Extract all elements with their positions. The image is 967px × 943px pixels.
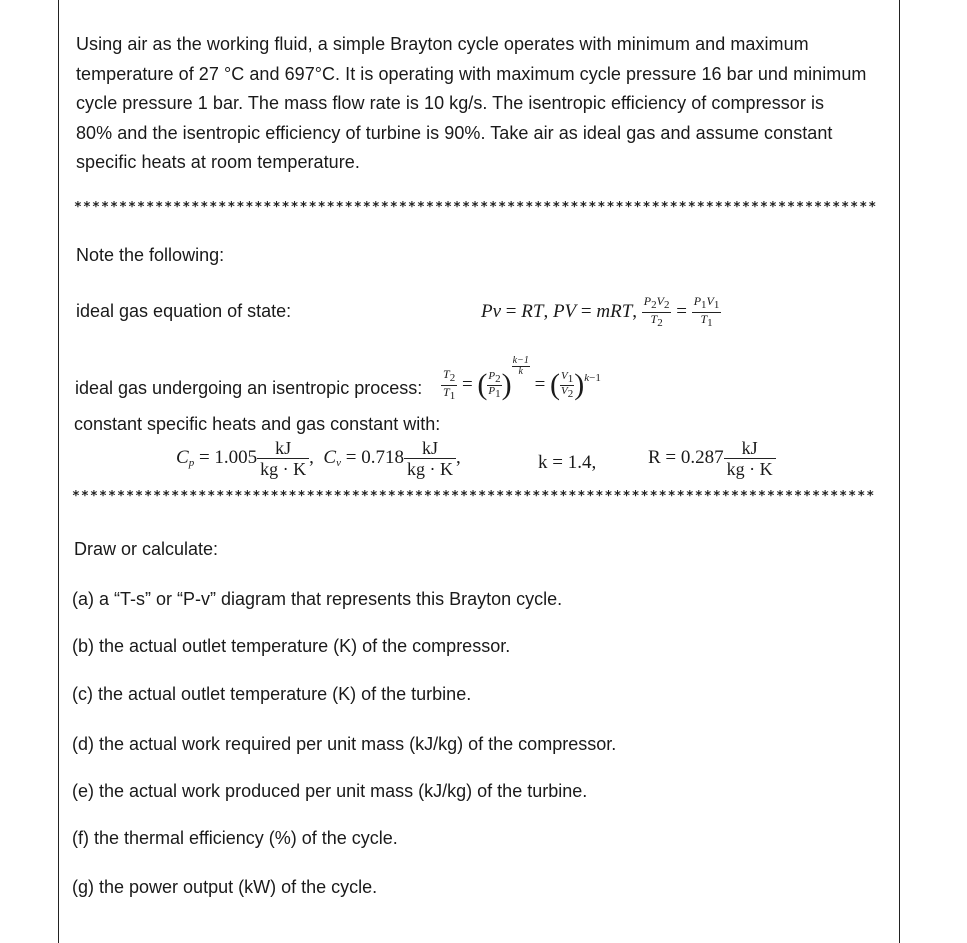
r-constant-row — [648, 438, 776, 479]
cp-constant: $C_p = 1.005$ — [176, 446, 258, 469]
task-item-f: (f) the thermal efficiency (%) of the cycle. — [72, 828, 398, 848]
task-item-c: (c) the actual outlet temperature (K) of the turbine. — [72, 684, 472, 704]
problem-line: Using air as the working fluid, a simple Brayton cycle operates with minimum and maximum — [76, 34, 809, 54]
separator-bottom: ***************************************************************************************** — [72, 489, 876, 504]
k-constant: k = 1.4, — [538, 452, 597, 473]
temp-ratio: $\frac{T2}{T1}$ — [443, 367, 456, 403]
eos-fraction-left: $\frac{P2V2}{T2}$ — [643, 294, 670, 329]
task-item-e: (e) the actual work produced per unit mass (kJ/kg) of the turbine. — [72, 781, 588, 801]
task-item-b: (b) the actual outlet temperature (K) of the compressor. — [72, 636, 511, 656]
problem-line: specific heats at room temperature. — [76, 152, 360, 172]
separator-top: ***************************************************************************************** — [74, 200, 878, 215]
problem-line: temperature of 27 °C and 697°C. It is operating with maximum cycle pressure 16 bar und minimum — [76, 63, 867, 84]
problem-line: cycle pressure 1 bar. The mass flow rate is 10 kg/s. The isentropic efficiency of compressor is — [76, 93, 825, 113]
cv-unit: $\frac{kJ}{kg \cdot K}$ — [404, 438, 456, 479]
constants-row: $C_p = 1.005$ $\frac{kJ}{kg \cdot K}$ , $C_v = 0.718$ $\frac{kJ}{kg \cdot K}$ , — [176, 438, 461, 479]
r-unit: $\frac{kJ}{kg \cdot K}$ — [724, 438, 776, 479]
task-item-a: (a) a “T-s” or “P-v” diagram that represents this Brayton cycle. — [72, 589, 563, 609]
problem-line: 80% and the isentropic efficiency of turbine is 90%. Take air as ideal gas and assume constant — [76, 122, 833, 143]
eos-fraction-right: $\frac{P1V1}{T1}$ — [693, 294, 720, 329]
isentropic-label: ideal gas undergoing an isentropic process: — [75, 378, 423, 398]
cp-unit: $\frac{kJ}{kg \cdot K}$ — [257, 438, 309, 479]
r-constant: R = 0.287 — [648, 446, 724, 468]
tasks-heading: Draw or calculate: — [74, 539, 219, 559]
notes-heading: Note the following: — [76, 245, 225, 265]
isentropic-equation: $\frac{T2}{T1}$ = ( $\frac{P2}{P1}$ ) $\frac{k-1}{k}$ = ( $\frac{V1}{V2}$ )$^{k-1}$ — [443, 355, 601, 403]
task-item-d: (d) the actual work required per unit mass (kJ/kg) of the compressor. — [72, 734, 617, 754]
problem-statement — [76, 30, 891, 178]
cv-constant: $C_v = 0.718$ — [323, 446, 404, 469]
eos-label: ideal gas equation of state: — [76, 301, 292, 321]
task-item-g: (g) the power output (kW) of the cycle. — [72, 877, 378, 897]
eos-equation: Pv = RT, PV = mRT, $\frac{P2V2}{T2}$ = $\frac{P1V1}{T1}$ — [481, 294, 720, 329]
constants-label: constant specific heats and gas constant with: — [74, 414, 441, 434]
